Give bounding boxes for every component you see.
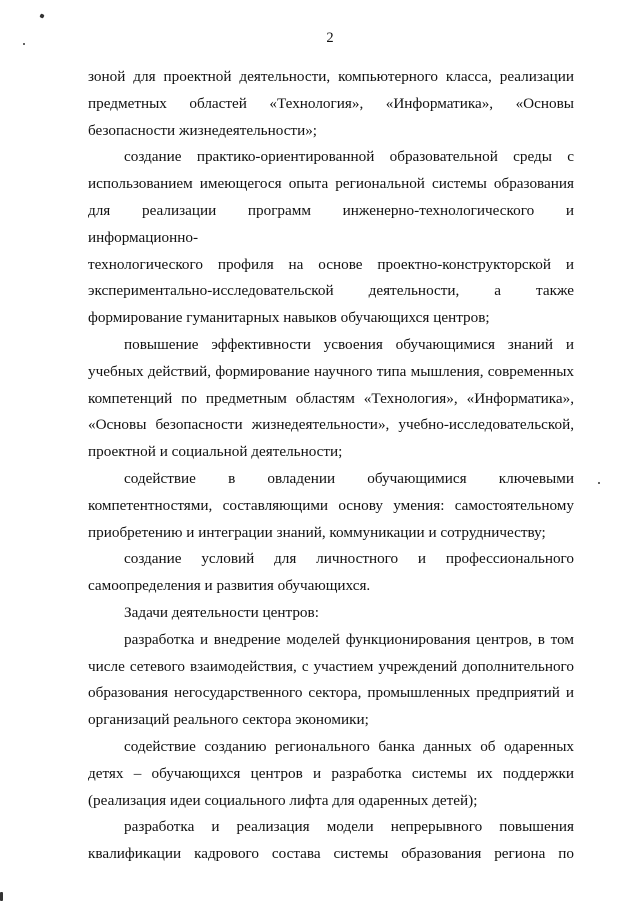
scan-edge-mark (0, 892, 3, 901)
text-line: зоной для проектной деятельности, компьютерного класса, реализации (88, 68, 574, 85)
text-line: разработка и реализация модели непрерывного повышения (124, 818, 574, 836)
text-line: образования негосударственного сектора, промышленных предприятий и (88, 684, 574, 702)
text-line: приобретению и интеграции знаний, коммуникации и сотрудничеству; (88, 523, 546, 541)
text-line: компетентностями, составляющими основу умения: самостоятельному (88, 496, 574, 514)
text-line: учебных действий, формирование научного типа мышления, современных (88, 362, 574, 380)
text-line: содействие в овладении обучающимися ключевыми (124, 469, 574, 487)
text-line: квалификации кадрового состава системы образования региона по (88, 845, 574, 863)
page-number: 2 (326, 30, 334, 46)
text-line: Задачи деятельности центров: (124, 603, 319, 621)
text-line: создание условий для личностного и профессионального (124, 550, 574, 568)
text-line: предметных областей «Технология», «Информатика», «Основы (88, 94, 574, 112)
body-text (88, 64, 574, 868)
text-line: разработка и внедрение моделей функционирования центров, в том (124, 630, 574, 648)
text-line: проектной и социальной деятельности; (88, 443, 343, 461)
text-line: технологического профиля на основе проектно-конструкторской и (88, 255, 574, 273)
text-line: повышение эффективности усвоения обучающимися знаний и (124, 335, 574, 353)
text-line: экспериментально-исследовательской деятельности, а также (88, 282, 574, 300)
text-line: содействие созданию регионального банка данных об одаренных (124, 737, 574, 755)
text-line: для реализации программ инженерно-технологического и информационно- (88, 201, 574, 246)
text-line: компетенций по предметным областям «Технология», «Информатика», (88, 389, 574, 407)
text-line: числе сетевого взаимодействия, с участием учреждений дополнительного (88, 657, 574, 675)
text-line: самоопределения и развития обучающихся. (88, 577, 371, 595)
text-line: создание практико-ориентированной образовательной среды с (124, 148, 574, 166)
text-line: детях – обучающихся центров и разработка системы их поддержки (88, 764, 574, 782)
text-line: «Основы безопасности жизнедеятельности», учебно-исследовательской, (88, 416, 574, 434)
text-line: (реализация идеи социального лифта для одаренных детей); (88, 791, 478, 809)
scan-speck (598, 482, 600, 484)
text-line: безопасности жизнедеятельности»; (88, 121, 318, 139)
text-line: формирование гуманитарных навыков обучающихся центров; (88, 309, 490, 327)
text-line: использованием имеющегося опыта региональной системы образования (88, 175, 574, 193)
text-line: организаций реального сектора экономики; (88, 711, 369, 729)
scan-speck (39, 13, 44, 18)
